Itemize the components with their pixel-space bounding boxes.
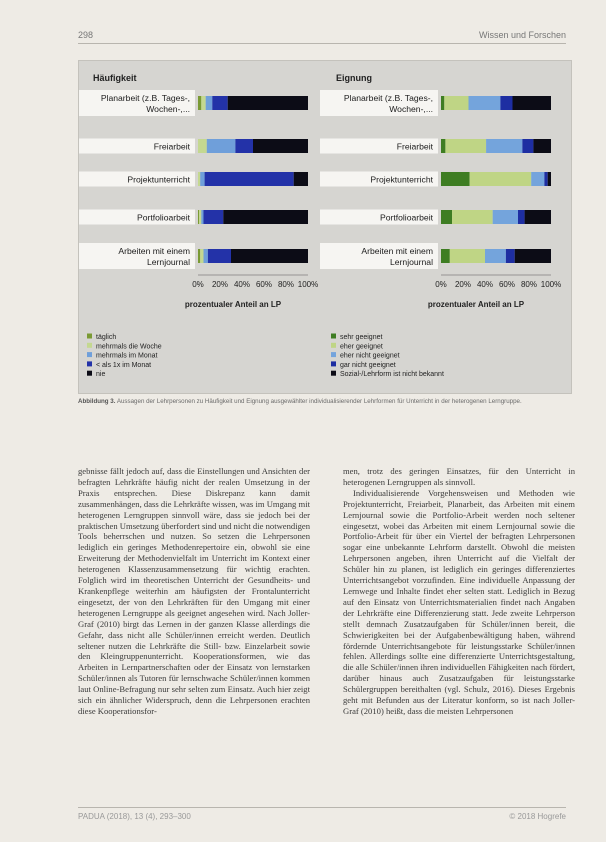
bar-segment [207,139,236,153]
legend-swatch [331,343,336,348]
figure-caption [78,397,572,407]
x-tick-label: 80% [520,280,538,289]
bar-segment [450,249,485,263]
x-tick-label: 60% [255,280,273,289]
bar-segment [198,96,201,110]
bar-segment [513,96,552,110]
body-column-left [78,466,310,717]
bar-segment [533,139,551,153]
body-paragraph: men, trotz des geringen Einsatzes, für den Unterricht in heterogenen Lerngruppen als sinnvoll. [343,466,575,487]
bar-segment [470,172,532,186]
bar-segment [548,172,551,186]
category-label: Projektunterricht [127,174,190,185]
category-label: Freiarbeit [153,141,190,152]
legend-label: eher nicht geeignet [340,352,400,360]
bar-segment [441,96,444,110]
legend-swatch [87,343,92,348]
bar-segment [223,210,308,224]
x-tick-label: 100% [540,280,562,289]
bar-segment [206,96,213,110]
bar-segment [253,139,308,153]
legend-label: eher geeignet [340,343,383,351]
bar-segment [204,249,208,263]
bar-segment [294,172,308,186]
bar-segment [198,249,200,263]
x-tick-label: 60% [498,280,516,289]
bar-segment [441,172,470,186]
category-label: Planarbeit (z.B. Tages-, [343,93,433,103]
chart-title: Häufigkeit [93,73,137,83]
legend-swatch [331,352,336,357]
legend-swatch [331,371,336,376]
legend-label: mehrmals die Woche [96,343,162,351]
x-tick-label: 40% [233,280,251,289]
legend-swatch [331,361,336,366]
category-label: Freiarbeit [396,141,433,152]
bar-segment [208,249,231,263]
body-paragraph: gebnisse fällt jedoch auf, dass die Einstellungen und Ansichten der befragten Lehrkräfte häufig nicht der realen Umsetzung in der Praxis entsprechen. Diese Diskrepanz kann damit zusammenhängen, dass die Lehrkräfte wissen, was im Umgang mit heterogenen Lerngruppen sinnvoll wäre, dass sie jedoch bei der praktischen Umsetzung überfordert sind und nicht die notwendigen Tools beherrschen und nutzen. So setzen die Lehrpersonen lediglich ein geringes Methodenrepertoire ein, obwohl sie eine Erweiterung der Methodenvielfalt im Unterricht im Kontext einer heterogenen Klassenzusammensetzung für wichtig erachten. Folglich wird im theoretischen Unterricht der Gesundheits- und Krankenpflege weiterhin am häufigsten der Frontalunterricht eingesetzt, der von den Lehrkräften für den Umgang mit einer heterogenen Lerngruppe als geeignet angesehen wird. Nach Joller-Graf (2010) birgt das Lernen in der ganzen Klasse allerdings die Gefahr, dass nicht alle Schüler/innen erreicht werden. Deutlich seltener nutzen die Lehrkräfte die Still- bzw. Einzelarbeit sowie den Kleingruppenunterricht. Kooperationsformen, wie das Arbeiten in Lernpartnerschaften oder der Einsatz von lernstarken Schüler/innen als Tutoren für lernschwache Schüler/innen kommen laut Online-Befragung nur sehr selten zum Einsatz. Auch hier zeigt sich ein ähnlicher Widerspruch, denn die Lehrpersonen erachten diese Kooperationsfor- [78,466,310,716]
bar-segment [544,172,547,186]
category-label: Wochen-,... [146,104,190,114]
footer-copyright: © 2018 Hogrefe [509,812,566,821]
bar-segment [205,172,294,186]
x-tick-label: 20% [454,280,472,289]
bar-segment [531,172,544,186]
bar-segment [441,249,450,263]
bar-segment [199,210,201,224]
legend-swatch [331,334,336,339]
bar-segment [486,139,522,153]
bar-segment [201,210,203,224]
footer-rule [78,807,566,808]
x-tick-label: 100% [297,280,319,289]
x-tick-label: 80% [277,280,295,289]
figure-caption-label: Abbildung 3. [78,398,116,405]
page-number: 298 [78,30,94,40]
bar-segment [469,96,501,110]
x-tick-label: 0% [435,280,447,289]
bar-segment [231,249,308,263]
bar-segment [445,139,486,153]
bar-segment [441,210,452,224]
category-label: Wochen-,... [389,104,433,114]
bar-segment [485,249,506,263]
legend-label: gar nicht geeignet [340,361,396,369]
bar-segment [452,210,493,224]
category-label: Planarbeit (z.B. Tages-, [100,93,190,103]
x-axis-label: prozentualer Anteil an LP [427,300,525,309]
figure-chart [79,61,573,395]
bar-segment [228,96,308,110]
bar-segment [493,210,518,224]
category-label: Portfolioarbeit [379,212,433,223]
body-paragraph: Individualisierende Vorgehensweisen und Methoden wie Projektunterricht, Freiarbeit, Planarbeit, das Arbeiten mit einem Lernjournal sowie die Portfolio-Arbeit werden noch seltener eingesetzt, wobei das Arbeiten mit einem Lernjournal sowie die Portfolio-Arbeit für über ein Viertel der befragten Lehrpersonen sogar eine unbekannte Lehrform darstellt. Obwohl die meisten Lehrpersonen angeben, ihren Unterricht auf die Vielfalt der Schüler hin zu planen, ist lediglich ein geringes differenziertes Unterrichtsangebot vorzufinden. Eine individuelle Anpassung der Lernwege und Inhalte findet eher selten statt. Lediglich in Bezug auf den Einsatz von Unterrichtsmaterialien findet nach Angaben der Lehrkräfte eine Differenzierung statt. Jede zweite Lehrperson stellt demnach Zusatzaufgaben für Schüler/innen bereit, die Schwierigkeiten bei der Aufgabenbewältigung haben, während fördernde Unterrichtsangebote für leistungsstarke Schüler/innen fehlen. Allerdings sollte eine differenzierte Unterrichtsgestaltung, die alle Schüler/innen ihren individuellen Fähigkeiten nach fördert, darüber hinaus auch Zusatzaufgaben für leistungsstarke Schülergruppen bereithalten (vgl. Schulz, 2016). Dieses Ergebnis geht mit Befunden aus der Literatur konform, so ist nach Joller-Graf (2010) heißt, dass die meisten Lehrpersonen [343,487,575,716]
bar-segment [200,172,204,186]
legend-label: sehr geeignet [340,334,383,341]
page-header [78,30,566,44]
x-tick-label: 20% [211,280,229,289]
bar-segment [522,139,533,153]
legend-swatch [87,371,92,376]
figure-caption-text: Aussagen der Lehrpersonen zu Häufigkeit und Eignung ausgewählter individualisierender Lehrformen für Unterricht in der heterogenen Lerngruppe. [116,398,522,405]
x-tick-label: 0% [192,280,204,289]
bar-segment [198,139,207,153]
header-rule [78,43,566,44]
category-label: Lernjournal [390,257,433,267]
chart-title: Eignung [336,73,372,83]
category-label: Projektunterricht [370,174,433,185]
bar-segment [515,249,551,263]
legend-swatch [87,352,92,357]
bar-segment [525,210,551,224]
bar-segment [444,96,468,110]
legend-swatch [87,361,92,366]
category-label: Lernjournal [147,257,190,267]
bar-segment [518,210,525,224]
legend-label: nie [96,371,106,379]
bar-segment [506,249,515,263]
bar-segment [198,210,199,224]
footer-citation: PADUA (2018), 13 (4), 293–300 [78,812,191,821]
bar-segment [201,96,205,110]
category-label: Arbeiten mit einem [361,246,433,256]
bar-segment [500,96,512,110]
legend-label: mehrmals im Monat [96,352,158,360]
bar-segment [200,249,203,263]
bar-segment [204,210,224,224]
running-head: Wissen und Forschen [478,30,566,40]
bar-segment [198,172,200,186]
legend-label: täglich [96,334,117,341]
x-axis-label: prozentualer Anteil an LP [184,300,282,309]
bar-segment [235,139,253,153]
body-column-right [343,466,575,717]
x-tick-label: 40% [476,280,494,289]
category-label: Portfolioarbeit [136,212,190,223]
legend-label: Sozial-/Lehrform ist nicht bekannt [340,371,444,379]
legend-swatch [87,334,92,339]
bar-segment [441,139,445,153]
legend-label: < als 1x im Monat [96,361,152,369]
figure-3 [78,60,572,394]
category-label: Arbeiten mit einem [118,246,190,256]
bar-segment [212,96,227,110]
page-footer [78,812,566,824]
